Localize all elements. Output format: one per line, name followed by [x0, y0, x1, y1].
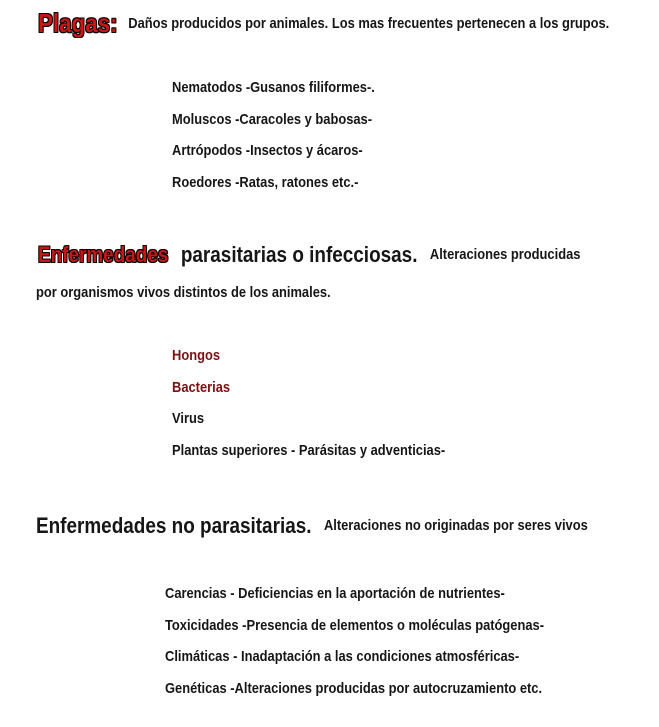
no-parasitarias-list — [165, 578, 544, 704]
parasitarias-title-rest: parasitarias o infecciosas. — [180, 242, 418, 267]
list-item: Moluscos -Caracoles y babosas- — [172, 110, 373, 128]
no-parasitarias-intro: Alteraciones no originadas por seres vivos — [323, 517, 588, 534]
plagas-intro: Daños producidos por animales. Los mas frecuentes pertenecen a los grupos. — [128, 15, 610, 32]
parasitarias-intro-line1: Alteraciones producidas — [429, 246, 581, 263]
plagas-title: Plagas: — [38, 8, 118, 38]
list-item: Nematodos -Gusanos filiformes-. — [172, 79, 375, 96]
list-item-emphasis: Bacterias — [172, 378, 231, 396]
list-item: Climáticas - Inadaptación a las condiciones atmosféricas- — [165, 648, 520, 666]
section-no-parasitarias-heading — [36, 513, 588, 539]
parasitarias-intro-line2: por organismos vivos distintos de los animales. — [36, 284, 331, 301]
section-parasitarias-heading — [38, 242, 580, 268]
no-parasitarias-title: Enfermedades no parasitarias. — [36, 513, 312, 538]
parasitarias-list — [172, 340, 445, 466]
section-plagas-heading — [38, 8, 609, 38]
list-item: Carencias - Deficiencias en la aportación de nutrientes- — [165, 585, 505, 602]
plagas-list — [172, 72, 375, 198]
list-item: Virus — [172, 410, 205, 428]
list-item: Genéticas -Alteraciones producidas por autocruzamiento etc. — [165, 679, 543, 697]
list-item-emphasis: Hongos — [172, 347, 221, 364]
list-item: Plantas superiores - Parásitas y adventicias- — [172, 441, 446, 459]
parasitarias-title-red: Enfermedades — [38, 242, 169, 267]
list-item: Toxicidades -Presencia de elementos o moléculas patógenas- — [165, 616, 545, 634]
list-item: Roedores -Ratas, ratones etc.- — [172, 173, 359, 191]
list-item: Artrópodos -Insectos y ácaros- — [172, 142, 363, 160]
